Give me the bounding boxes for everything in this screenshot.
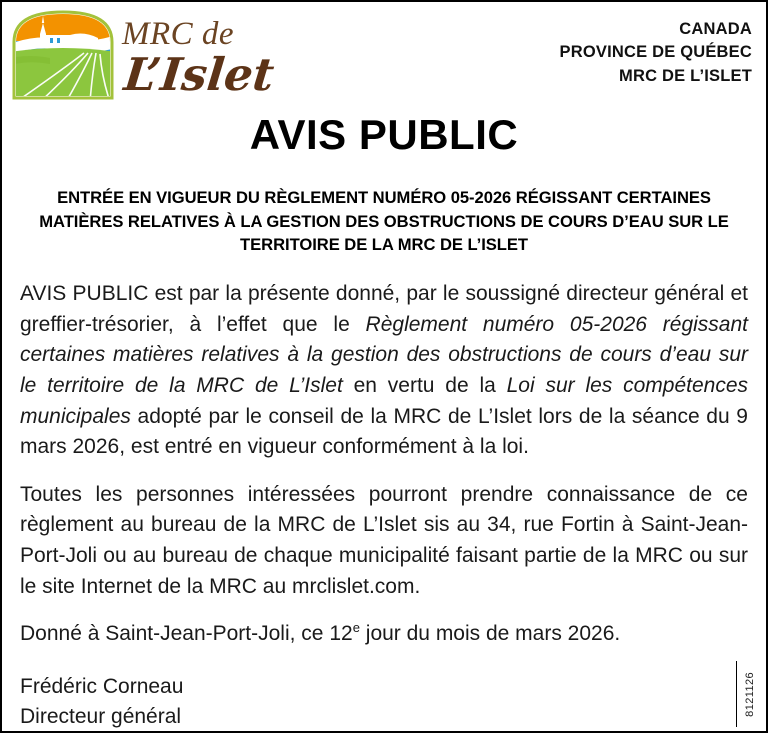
- document-header: [2, 2, 766, 110]
- brand-line-mrc-de: MRC de: [122, 16, 235, 52]
- notice-subtitle: ENTRÉE EN VIGUEUR DU RÈGLEMENT NUMÉRO 05-2026 RÉGISSANT CERTAINES MATIÈRES RELATIVES À LA GESTION DES OBSTRUCTIONS DE COURS D’EAU SUR LE TERRITOIRE DE LA MRC DE L’ISLET: [39, 188, 729, 255]
- jurisdiction-line-mrc: MRC DE L’ISLET: [619, 66, 752, 85]
- paragraph-1-segment-2: en vertu de la: [342, 373, 507, 397]
- reference-code-text: 8121126: [744, 671, 756, 717]
- paragraph-2: Toutes les personnes intéressées pourront prendre connaissance de ce règlement au bureau de la MRC de L’Islet sis au 34, rue Fortin à Saint-Jean-Port-Joli ou au bureau de chaque municipalité faisant partie de la MRC ou sur le site Internet de la MRC au mrclislet.com.: [20, 482, 748, 598]
- jurisdiction-line-province: PROVINCE DE QUÉBEC: [559, 43, 752, 62]
- regulation-title-emphasis: Règlement numéro 05-2026 régissant certaines matières relatives à la gestion des obstructions de cours d’eau sur le territoire de la MRC de L’Islet: [20, 312, 748, 397]
- law-title-emphasis: Loi sur les compétences municipales: [20, 373, 748, 428]
- signatory-name: Frédéric Corneau: [20, 675, 184, 699]
- mrc-logo-icon: [10, 8, 116, 102]
- ordinal-suffix: e: [352, 620, 360, 636]
- brand-wordmark: [121, 8, 277, 101]
- jurisdiction-line-country: CANADA: [679, 20, 752, 38]
- paragraph-3-segment-2: jour du mois de mars 2026.: [359, 622, 621, 646]
- paragraph-1: [20, 279, 748, 463]
- signature-block: [20, 672, 748, 732]
- paragraph-3-given-at: [20, 619, 748, 650]
- reference-code: [736, 661, 763, 727]
- notice-body: [20, 279, 748, 650]
- paragraph-1-segment-3: adopté par le conseil de la MRC de L’Islet lors de la séance du 9 mars 2026, est entré en vigueur conformément à la loi.: [20, 404, 748, 459]
- brand-line-lislet: L’Islet: [121, 48, 277, 101]
- page-title: AVIS PUBLIC: [249, 111, 519, 158]
- signatory-role: Directeur général: [20, 704, 182, 728]
- paragraph-1-segment-1: AVIS PUBLIC est par la présente donné, par le soussigné directeur général et greffier-trésorier, à l’effet que le: [20, 281, 748, 336]
- paragraph-3-segment-1: Donné à Saint-Jean-Port-Joli, ce 12: [20, 622, 353, 646]
- jurisdiction-block: [560, 8, 752, 88]
- brand-block: [10, 8, 277, 102]
